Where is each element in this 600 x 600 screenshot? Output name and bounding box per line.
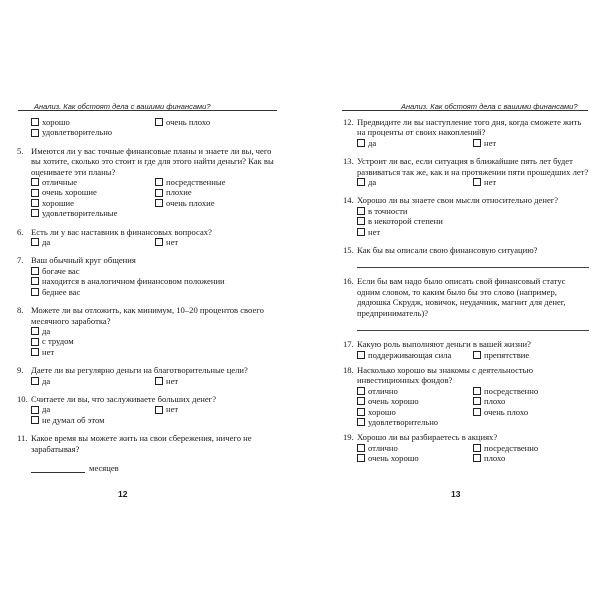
checkbox-icon[interactable]	[155, 178, 163, 186]
option-checkbox[interactable]: препятствие	[473, 350, 589, 360]
option-checkbox[interactable]: да	[31, 326, 279, 336]
option-checkbox[interactable]: отлично	[357, 443, 473, 453]
page-number: 13	[451, 489, 461, 499]
checkbox-icon[interactable]	[31, 267, 39, 275]
checkbox-icon[interactable]	[473, 454, 481, 462]
question-6: 6. Есть ли у вас наставник в финансовых вопросах?	[17, 226, 212, 237]
option-checkbox[interactable]: нет	[155, 237, 279, 247]
checkbox-icon[interactable]	[31, 118, 39, 126]
option-checkbox[interactable]: очень плохо	[155, 117, 279, 127]
option-checkbox[interactable]: посредственные	[155, 177, 279, 187]
q9-options	[31, 376, 279, 386]
checkbox-icon[interactable]	[31, 209, 39, 217]
question-14: 14. Хорошо ли вы знаете свои мысли относительно денег?	[343, 195, 559, 206]
checkbox-icon[interactable]	[357, 444, 365, 452]
checkbox-icon[interactable]	[155, 189, 163, 197]
months-answer	[31, 463, 279, 473]
checkbox-icon[interactable]	[31, 348, 39, 356]
q10-options	[31, 404, 279, 425]
question-19: 19. Хорошо ли вы разбираетесь в акциях?	[343, 432, 498, 443]
q18-options	[357, 386, 589, 428]
question-15: 15. Как бы вы описали свою финансовую ситуацию?	[343, 245, 538, 256]
option-checkbox[interactable]: поддерживающая сила	[357, 350, 473, 360]
answer-line-15[interactable]	[357, 259, 589, 268]
left-page-content	[17, 117, 279, 473]
option-checkbox[interactable]: нет	[155, 376, 279, 386]
option-checkbox[interactable]: не думал об этом	[31, 415, 155, 425]
question-10: 10. Считаете ли вы, что заслуживаете больших денег?	[17, 393, 217, 404]
question-7: 7. Ваш обычный круг общения	[17, 255, 136, 266]
q4-continued-options	[31, 117, 279, 138]
page-number: 12	[118, 489, 128, 499]
checkbox-icon[interactable]	[155, 199, 163, 207]
header-rule	[342, 110, 588, 111]
checkbox-icon[interactable]	[31, 416, 39, 424]
checkbox-icon[interactable]	[31, 178, 39, 186]
header-rule	[18, 110, 277, 111]
checkbox-icon[interactable]	[357, 178, 365, 186]
option-checkbox[interactable]: да	[357, 138, 473, 148]
checkbox-icon[interactable]	[31, 189, 39, 197]
option-checkbox[interactable]: удовлетворительные	[31, 208, 155, 218]
option-checkbox[interactable]: посредственно	[473, 443, 589, 453]
left-page	[0, 0, 298, 600]
checkbox-icon[interactable]	[31, 327, 39, 335]
running-header: Анализ. Как обстоят дела с вашими финансами?	[34, 102, 211, 111]
q14-options	[357, 206, 589, 237]
option-checkbox[interactable]: в точности	[357, 206, 589, 216]
checkbox-icon[interactable]	[31, 377, 39, 385]
checkbox-icon[interactable]	[155, 238, 163, 246]
checkbox-icon[interactable]	[357, 454, 365, 462]
option-checkbox[interactable]: плохие	[155, 187, 279, 197]
checkbox-icon[interactable]	[31, 129, 39, 137]
checkbox-icon[interactable]	[357, 351, 365, 359]
option-checkbox[interactable]: да	[31, 237, 155, 247]
question-13: 13. Устроит ли вас, если ситуация в ближайшие пять лет будет развиваться так же, как и на протяжении пяти прошедших лет?	[343, 156, 589, 177]
checkbox-icon[interactable]	[473, 387, 481, 395]
q5-options	[31, 177, 279, 219]
checkbox-icon[interactable]	[31, 199, 39, 207]
answer-line-16[interactable]	[357, 322, 589, 331]
option-checkbox[interactable]: очень хорошо	[357, 453, 473, 463]
q6-options	[31, 237, 279, 247]
checkbox-icon[interactable]	[357, 207, 365, 215]
question-18: 18. Насколько хорошо вы знакомы с деятельностью инвестиционных фондов?	[343, 364, 533, 386]
checkbox-icon[interactable]	[473, 444, 481, 452]
checkbox-icon[interactable]	[357, 228, 365, 236]
option-checkbox[interactable]: находится в аналогичном финансовом положении	[31, 276, 279, 286]
option-checkbox[interactable]: посредственно	[473, 386, 589, 396]
option-checkbox[interactable]: очень плохо	[473, 407, 589, 417]
checkbox-icon[interactable]	[473, 351, 481, 359]
option-checkbox[interactable]: богаче вас	[31, 266, 279, 276]
checkbox-icon[interactable]	[473, 397, 481, 405]
checkbox-icon[interactable]	[357, 418, 365, 426]
question-16: 16. Если бы вам надо было описать свой финансовый статус одним словом, то каким было бы это слово (например, дядюшка Скрудж, новичок, неудачник, магнит для денег, предприниматель)?	[343, 276, 566, 318]
q17-options	[357, 350, 589, 360]
option-checkbox[interactable]: да	[31, 404, 155, 414]
right-page	[302, 0, 600, 600]
checkbox-icon[interactable]	[31, 288, 39, 296]
q8-options	[31, 326, 279, 357]
question-17: 17. Какую роль выполняют деньги в вашей жизни?	[343, 339, 531, 350]
option-checkbox[interactable]: нет	[357, 227, 589, 237]
option-checkbox[interactable]: хорошо	[357, 407, 473, 417]
option-checkbox[interactable]: с трудом	[31, 336, 279, 346]
option-checkbox[interactable]: нет	[473, 138, 589, 148]
q12-options	[357, 138, 589, 148]
q19-options	[357, 443, 589, 464]
option-checkbox[interactable]: очень плохие	[155, 198, 279, 208]
option-checkbox[interactable]: плохо	[473, 396, 589, 406]
running-header: Анализ. Как обстоят дела с вашими финансами?	[401, 102, 578, 111]
months-blank-field[interactable]	[31, 464, 85, 473]
option-checkbox[interactable]: отлично	[357, 386, 473, 396]
right-page-content	[343, 117, 589, 464]
question-12: 12. Предвидите ли вы наступление того дня, когда сможете жить на проценты от своих накоплений?	[343, 117, 582, 138]
checkbox-icon[interactable]	[473, 408, 481, 416]
checkbox-icon[interactable]	[155, 406, 163, 414]
option-checkbox[interactable]: нет	[155, 404, 279, 414]
checkbox-icon[interactable]	[155, 118, 163, 126]
checkbox-icon[interactable]	[31, 406, 39, 414]
option-checkbox[interactable]: да	[357, 177, 473, 187]
checkbox-icon[interactable]	[357, 217, 365, 225]
option-checkbox[interactable]: хорошо	[31, 117, 155, 127]
option-checkbox[interactable]: отличные	[31, 177, 155, 187]
q7-options	[31, 266, 279, 297]
question-8: 8. Можете ли вы отложить, как минимум, 10–20 процентов своего месячного заработка?	[17, 305, 264, 326]
option-checkbox[interactable]: да	[31, 376, 155, 386]
checkbox-icon[interactable]	[473, 178, 481, 186]
checkbox-icon[interactable]	[357, 408, 365, 416]
checkbox-icon[interactable]	[155, 377, 163, 385]
option-checkbox[interactable]: плохо	[473, 453, 589, 463]
option-checkbox[interactable]: нет	[473, 177, 589, 187]
option-checkbox[interactable]: удовлетворительно	[31, 127, 155, 137]
option-checkbox[interactable]: очень хорошо	[357, 396, 473, 406]
checkbox-icon[interactable]	[357, 387, 365, 395]
option-checkbox[interactable]: беднее вас	[31, 287, 279, 297]
option-checkbox[interactable]: хорошие	[31, 198, 155, 208]
question-5: 5. Имеются ли у вас точные финансовые планы и знаете ли вы, чего вы хотите, сколько это стоит и где для этого найти деньги? Как вы оцениваете эти планы?	[17, 145, 274, 177]
question-9: 9. Даете ли вы регулярно деньги на благотворительные цели?	[17, 365, 248, 376]
checkbox-icon[interactable]	[473, 139, 481, 147]
option-checkbox[interactable]: в некоторой степени	[357, 216, 589, 226]
option-checkbox[interactable]: удовлетворительно	[357, 417, 473, 427]
option-checkbox[interactable]: нет	[31, 347, 279, 357]
option-checkbox[interactable]: очень хорошие	[31, 187, 155, 197]
checkbox-icon[interactable]	[31, 277, 39, 285]
months-label: месяцев	[89, 462, 119, 473]
q13-options	[357, 177, 589, 187]
checkbox-icon[interactable]	[31, 338, 39, 346]
checkbox-icon[interactable]	[357, 397, 365, 405]
question-11: 11. Какое время вы можете жить на свои сбережения, ничего не зарабатывая?	[17, 433, 252, 454]
checkbox-icon[interactable]	[31, 238, 39, 246]
checkbox-icon[interactable]	[357, 139, 365, 147]
